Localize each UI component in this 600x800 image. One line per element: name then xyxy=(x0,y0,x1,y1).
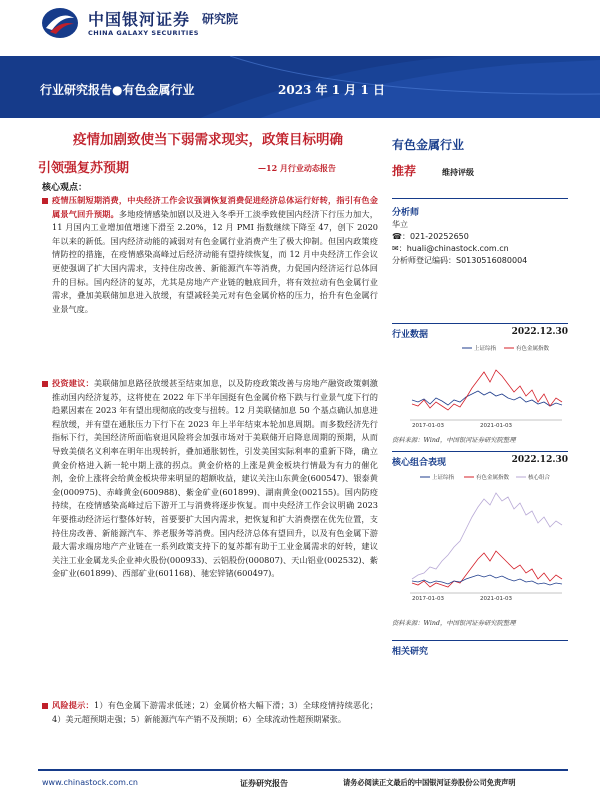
report-category: 行业研究报告●有色金属行业 xyxy=(40,83,195,97)
industry-data-label: 行业数据 xyxy=(392,330,429,340)
core-combo-date: 2022.12.30 xyxy=(511,455,568,465)
divider xyxy=(392,640,568,641)
x-tick-label: 2017-01-03 xyxy=(412,423,444,428)
industry-name: 有色金属行业 xyxy=(392,138,465,152)
legend-label-shanghai: 上证综指 xyxy=(432,475,455,481)
paragraph-lead: 投资建议： xyxy=(52,378,94,388)
chart-source-note: 资料来源：Wind，中国银河证券研究院整理 xyxy=(392,437,516,444)
analyst-name: 华立 xyxy=(392,220,408,229)
paragraph-bullet xyxy=(42,703,48,709)
series-line-core xyxy=(412,493,562,579)
institute-label: 研究院 xyxy=(202,12,239,26)
logo-english-name: CHINA GALAXY SECURITIES xyxy=(88,29,199,37)
paragraph-risk xyxy=(52,699,378,726)
rating: 推荐 xyxy=(392,164,417,178)
paragraph-bullet xyxy=(42,381,48,387)
report-subtitle: —12 月行业动态报告 xyxy=(258,163,336,173)
core-views-label: 核心观点： xyxy=(42,183,88,193)
analyst-label: 分析师 xyxy=(392,208,420,218)
legend-label-shanghai: 上证综指 xyxy=(474,346,497,352)
report-date: 2023 年 1 月 1 日 xyxy=(278,83,385,97)
legend-label-nonferrous: 有色金属指数 xyxy=(516,346,550,352)
paragraph-text: 多地疫情感染加剧以及进入冬季开工淡季致使国内经济下行压力加大，11 月国内工业增加值增速下滑至 2.20%，12 月 PMI 指数继续下降至 47，创下 2020 年以来的新低。国内经济动能的减弱对有色金属行业消费产生了极大抑制。但国内政策疫情防控的措施，在疫情感染高峰过后经济动能有望持续恢复，而 12 月中央经济工作会议更使强调了扩大国内需求，支持住房改善、新能源汽车等消费，力促国内经济运行总体回升的目标。国内经济的复苏，尤其是房地产产业链的触底回升，将有效拉动有色金属行业需求，叠加美联储加息进入放缓，有望减轻美元对有色金属价格的压力，抬升有色金属行业景气度。 xyxy=(52,208,378,314)
footer-disclaimer: 请务必阅读正文最后的中国银河证券股份公司免责声明 xyxy=(343,778,516,787)
industry-data-date: 2022.12.30 xyxy=(511,327,568,337)
series-line-shanghai xyxy=(412,575,562,585)
rating-note: 维持评级 xyxy=(442,167,474,177)
paragraph-demand xyxy=(52,194,378,316)
footer-report-type: 证券研究报告 xyxy=(240,778,288,788)
paragraph-lead: 疫情压制短期消费，中央经济工作会议强调恢复消费促进经济总体运行好转，指引有色金属景气回升预期。 xyxy=(52,195,378,219)
industry-chart-svg xyxy=(392,342,570,428)
logo-chinese-name: 中国银河证券 xyxy=(88,10,191,29)
divider xyxy=(392,451,568,452)
x-tick-label: 2017-01-03 xyxy=(412,596,444,601)
galaxy-logo-icon xyxy=(40,6,80,40)
related-research-label: 相关研究 xyxy=(392,647,429,657)
legend-label-core: 核心组合 xyxy=(528,475,551,481)
paragraph-text: 美联储加息路径放缓甚至结束加息，以及防疫政策改善与房地产融资政策刺激推动国内经济复苏，这将使在 2022 年下半年国挺有色金属价格下跌与行业景气度下行的趋累因素在 2023 年有望出现彻底的改变与扭转。12 月美联储加息 50 个基点确认加息进程放缓，并有望在通胀压力下行下在 2023 年上半年结束本轮加息周期。而多数经济先行指标下行，美国经济所面临衰退风险将会加强市场对于美联储开启降息周期的预期，从而导致美债名义利率在明年出现转折，叠加通胀韧性，引发美国实际利率的重新下降，确立黄金价格进入新一轮中期上涨的拐点。黄金价格的上涨是黄金板块行情最为有力的催化剂，金价上涨将会给黄金板块带来明显的超额收益，建议关注山东黄金(600547)、银泰黄金(000975)、赤峰黄金(600988)、紫金矿业(601899)、湖南黄金(002155)。国内防疫持续，在疫情感染高峰过后下游开工与消费将逐步恢复。而中央经济工作会议明确 2023 年要推动经济运行整体好转，首要要扩大国内需求，把恢复和扩大消费摆在优先位置，支持住房改善、新能源汽车、养老服务等消费。国内经济总体有望回升，以及有色金属下游最大需求端房地产产业链在一系列政策支持下的复苏都有助于工业金属需求的好转，建议关注工业金属龙头企业神火股份(000933)、云铝股份(000807)、天山铝业(002532)、紫金矿业(601899)、西部矿业(601168)、驰宏锌锗(600497)。 xyxy=(52,378,378,579)
paragraph-investment xyxy=(52,377,378,581)
divider xyxy=(392,198,568,199)
footer-url[interactable]: www.chinastock.com.cn xyxy=(42,778,138,787)
analyst-email[interactable]: ✉：huali@chinastock.com.cn xyxy=(392,244,509,253)
footer-divider xyxy=(38,769,568,771)
report-title-line1: 疫情加剧致使当下弱需求现实，政策目标明确 xyxy=(73,132,343,148)
page-header xyxy=(0,0,600,52)
analyst-cert: 分析师登记编码：S0130516080004 xyxy=(392,256,528,265)
analyst-info xyxy=(392,219,527,267)
core-combo-chart-svg xyxy=(392,471,570,601)
industry-chart xyxy=(392,342,570,428)
legend-label-nonferrous: 有色金属指数 xyxy=(476,475,510,481)
analyst-phone: ☎：021-20252650 xyxy=(392,232,469,241)
paragraph-text: 1）有色金属下游需求低迷；2）金属价格大幅下滑；3）全球疫情持续恶化；4）美元超预期走强；5）新能源汽车产销不及预期；6）全球流动性超预期紧张。 xyxy=(52,700,378,724)
chart-source-note: 资料来源：Wind，中国银河证券研究院整理 xyxy=(392,620,516,627)
paragraph-lead: 风险提示： xyxy=(52,700,94,710)
core-combo-label: 核心组合表现 xyxy=(392,458,447,468)
divider xyxy=(392,323,568,324)
x-tick-label: 2021-01-03 xyxy=(480,596,512,601)
paragraph-bullet xyxy=(42,198,48,204)
report-title-line2: 引领强复苏预期 xyxy=(38,161,130,176)
x-tick-label: 2021-01-03 xyxy=(480,423,512,428)
series-line-nonferrous xyxy=(412,370,562,410)
report-banner xyxy=(0,56,600,118)
core-combo-chart xyxy=(392,471,570,601)
